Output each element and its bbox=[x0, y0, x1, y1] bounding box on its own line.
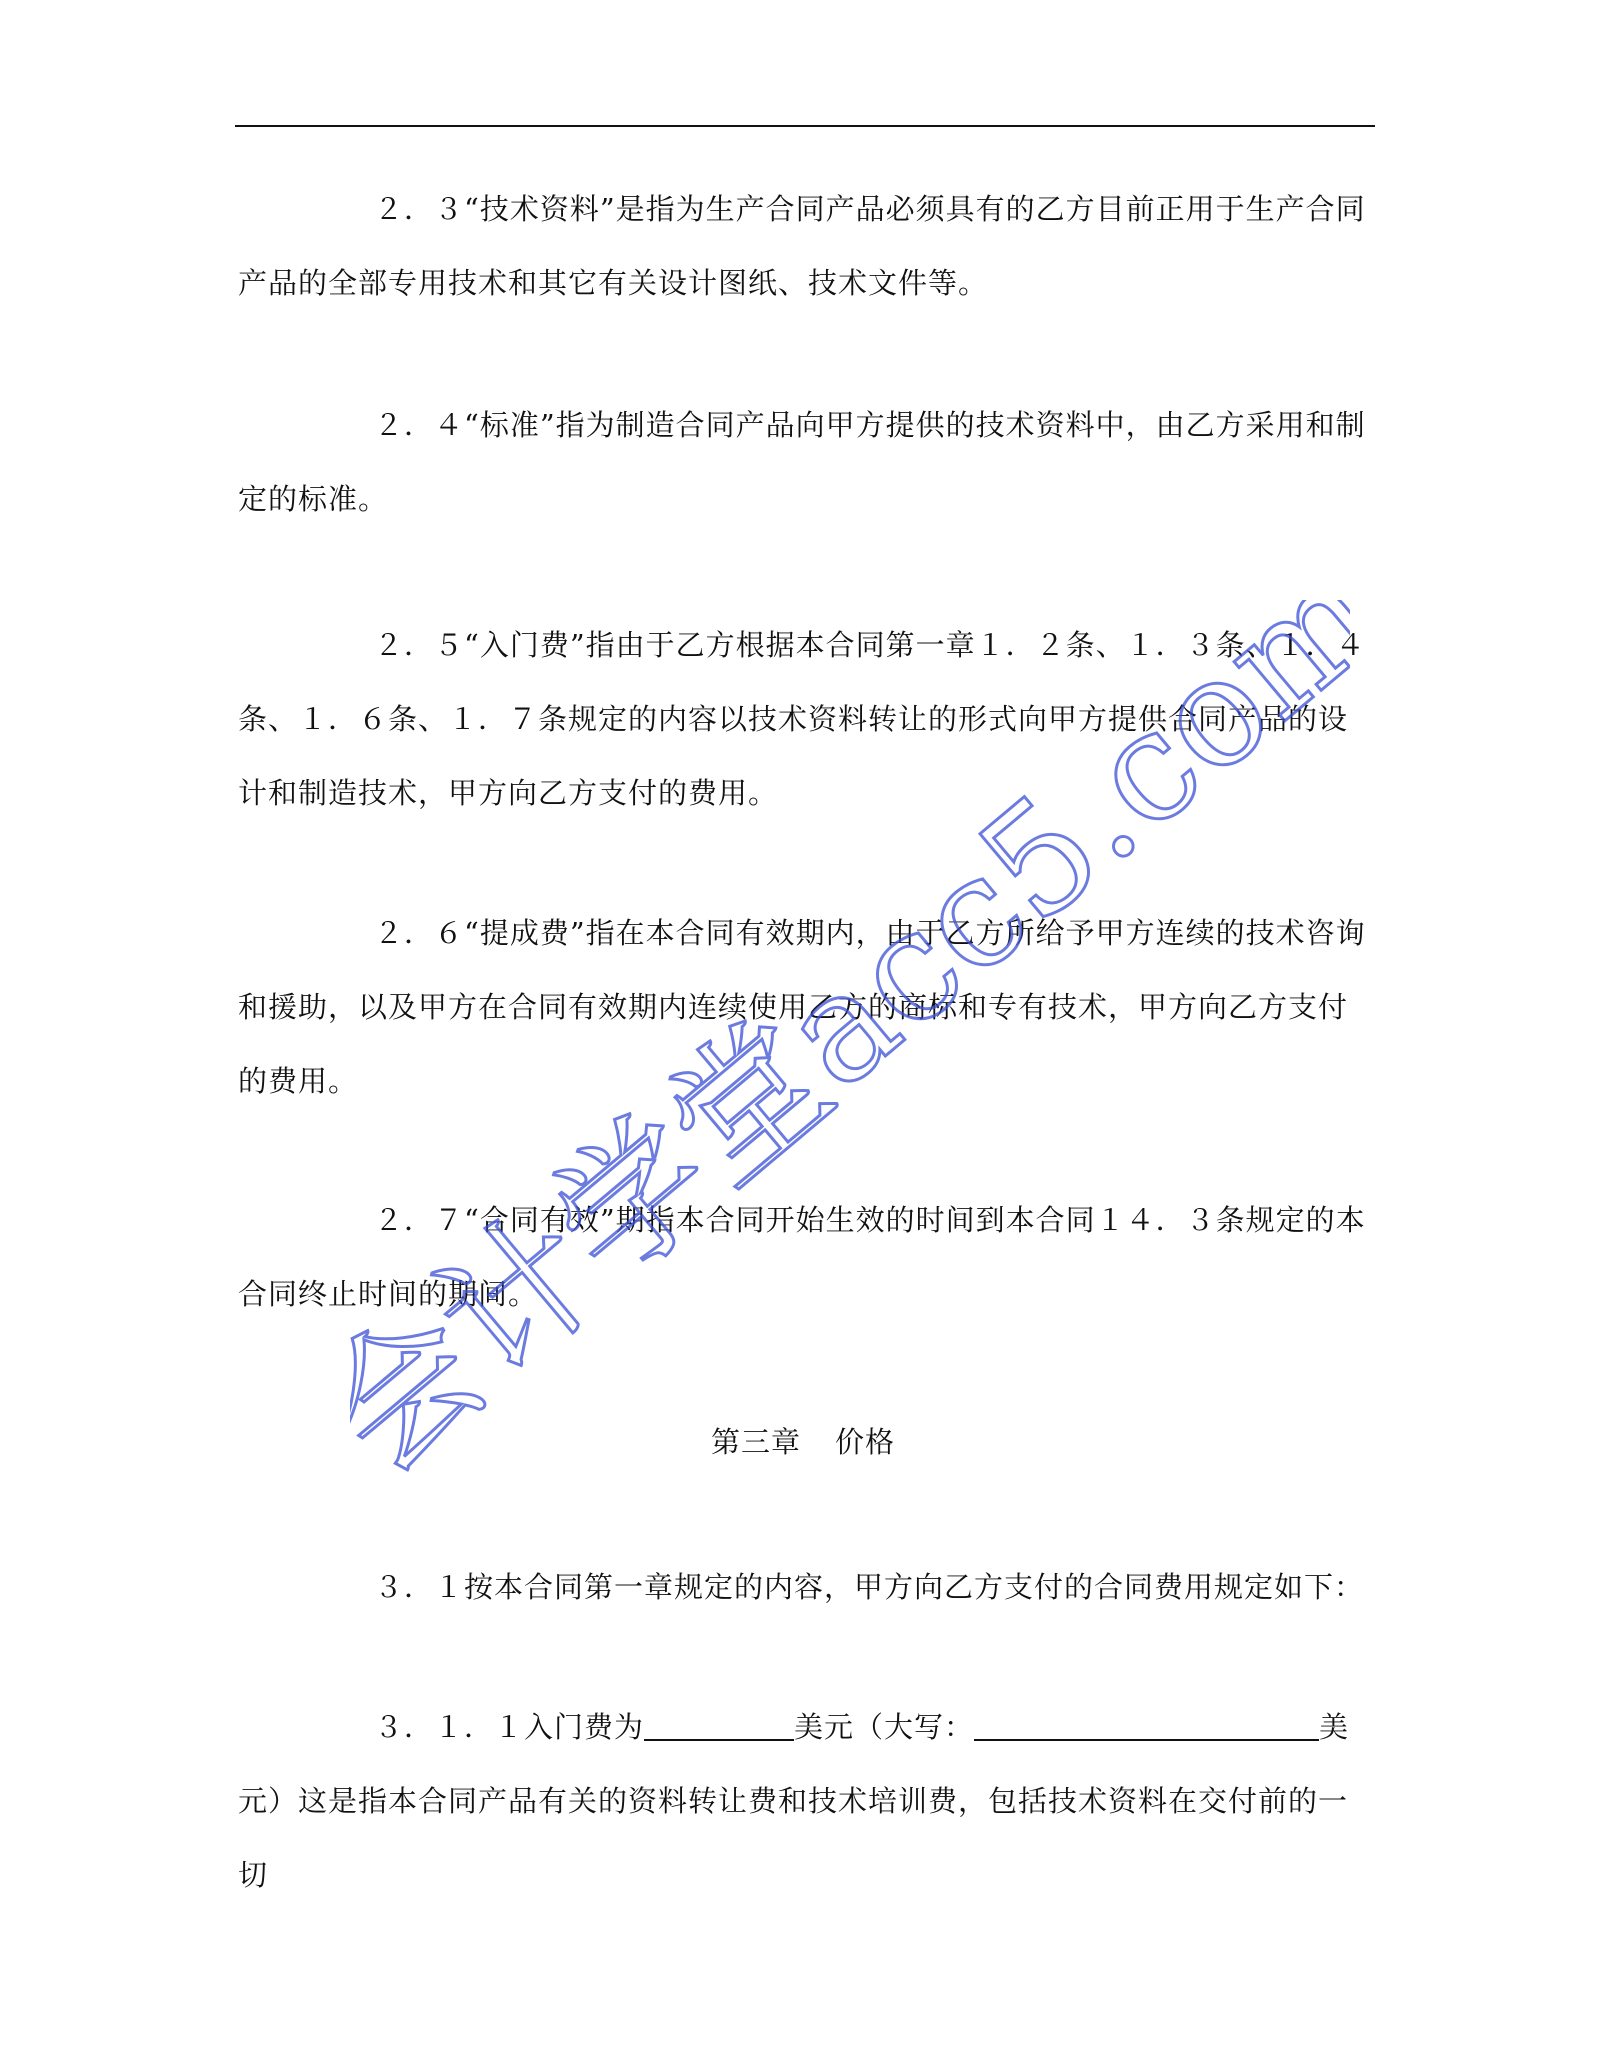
clause-number: ２．６ bbox=[374, 916, 465, 950]
clause-text: “技术资料”是指为生产合同产品必须具有的乙方目前正用于生产合同产品的全部专用技术和其它有关设计图纸、技术文件等。 bbox=[238, 192, 1366, 300]
clause-text: 美元（大写： bbox=[794, 1710, 975, 1744]
watermark-text: 会计学堂acc5.com bbox=[350, 600, 1350, 1500]
entry-fee-amount-blank[interactable] bbox=[644, 1711, 794, 1741]
clause-number: ２．４ bbox=[374, 408, 465, 442]
clause-number: ２．３ bbox=[374, 192, 465, 226]
clause-number: ２．５ bbox=[374, 628, 465, 662]
clause-text: 入门费为 bbox=[524, 1710, 645, 1744]
clause-2-3 bbox=[238, 172, 1368, 320]
chapter-number: 第三章 bbox=[710, 1425, 801, 1459]
clause-number: ３．１ bbox=[374, 1570, 465, 1604]
clause-3-1-1 bbox=[238, 1690, 1368, 1912]
entry-fee-capital-blank[interactable] bbox=[974, 1711, 1319, 1741]
clause-3-1 bbox=[238, 1550, 1368, 1624]
header-rule bbox=[235, 125, 1375, 127]
clause-text: 按本合同第一章规定的内容，甲方向乙方支付的合同费用规定如下： bbox=[464, 1570, 1365, 1604]
chapter-heading bbox=[238, 1422, 1368, 1462]
clause-text: “合同有效”期指本合同开始生效的时间到本合同１４．３条规定的本合同终止时间的期间。 bbox=[238, 1203, 1366, 1311]
clause-text: “提成费”指在本合同有效期内，由于乙方所给予甲方连续的技术咨询和援助，以及甲方在合同有效期内连续使用乙方的商标和专有技术，甲方向乙方支付的费用。 bbox=[238, 916, 1366, 1098]
clause-2-5 bbox=[238, 608, 1368, 830]
clause-text: “入门费”指由于乙方根据本合同第一章１．２条、１．３条、１．４条、１．６条、１．７条规定的内容以技术资料转让的形式向甲方提供合同产品的设计和制造技术，甲方向乙方支付的费用。 bbox=[238, 628, 1366, 810]
clause-2-4 bbox=[238, 388, 1368, 536]
clause-text: 美元） bbox=[238, 1710, 1350, 1818]
clause-number: ３．１．１ bbox=[374, 1710, 525, 1744]
clause-number: ２．７ bbox=[374, 1203, 465, 1237]
clause-2-6 bbox=[238, 896, 1368, 1118]
clause-text: 这是指本合同产品有关的资料转让费和技术培训费，包括技术资料在交付前的一切 bbox=[238, 1784, 1349, 1892]
chapter-title: 价格 bbox=[835, 1425, 896, 1459]
clause-text: “标准”指为制造合同产品向甲方提供的技术资料中，由乙方采用和制定的标准。 bbox=[238, 408, 1366, 516]
clause-2-7 bbox=[238, 1183, 1368, 1331]
